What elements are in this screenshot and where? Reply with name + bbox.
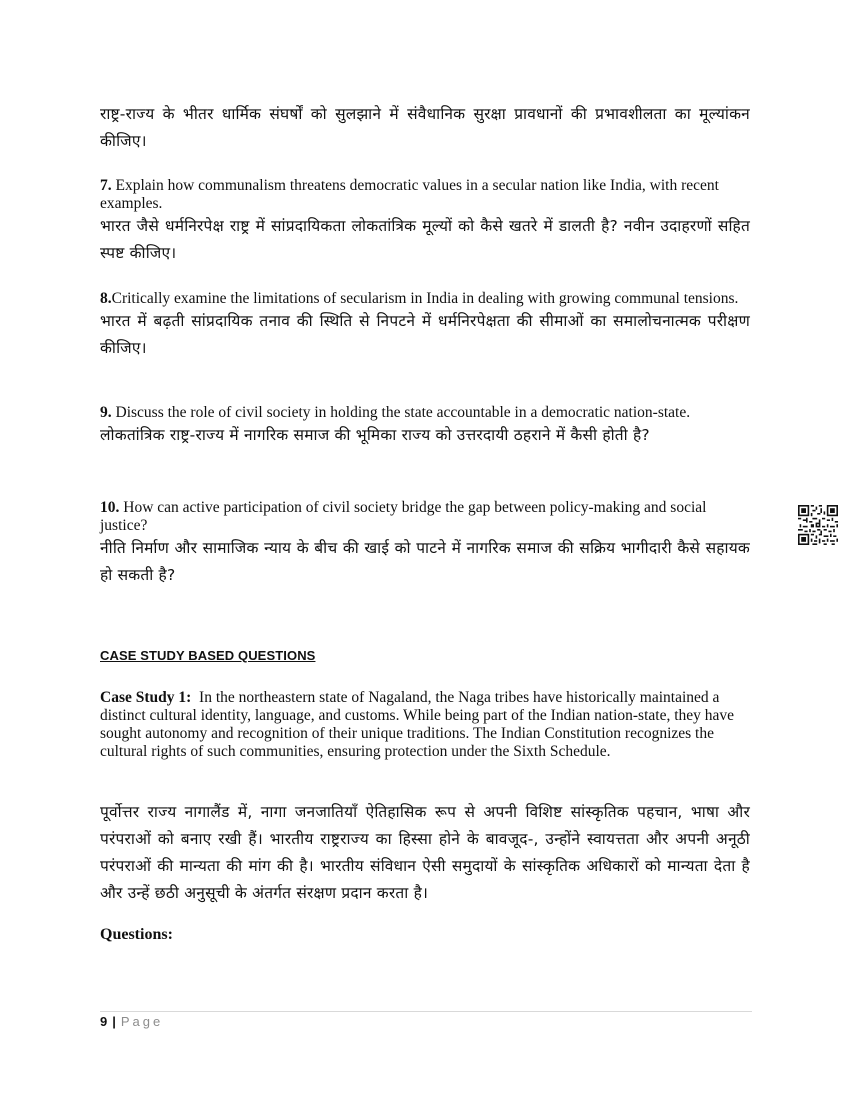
- case-study-english-text: In the northeastern state of Nagaland, the Naga tribes have historically maintained a distinct cultural identity, language, and customs. While being part of the Indian nation-state, they have sought autonomy and recognition of their unique traditions. The Indian Constitution recognizes the cultural rights of such communities, ensuring protection under the Sixth Schedule.: [100, 689, 735, 760]
- questions-label: Questions:: [100, 926, 173, 943]
- question-hindi-text: भारत में बढ़ती सांप्रदायिक तनाव की स्थिति से निपटने में धर्मनिरपेक्षता की सीमाओं का समालोचनात्मक परीक्षण कीजिए।: [100, 312, 750, 357]
- question-english-text: Critically examine the limitations of secularism in India in dealing with growing communal tensions.: [111, 290, 739, 307]
- case-study-hindi-text: पूर्वोत्तर राज्य नागालैंड में, नागा जनजातियाँ ऐतिहासिक रूप से अपनी विशिष्ट सांस्कृतिक पहचान, भाषा और परंपराओं को बनाए रखी हैं। भारतीय राष्ट्रराज्य का हिस्सा होने के बावजूद-, उन्होंने स्वायत्तता और अपनी अनूठी परंपराओं की मान्यता की मांग की है। भारतीय संविधान ऐसी समुदायों के सांस्कृतिक अधिकारों को मान्यता देता है और उन्हें छठी अनुसूची के अंतर्गत संरक्षण प्रदान करता है।: [100, 803, 750, 902]
- case-study-1-hindi: [100, 799, 750, 907]
- intro-hindi-text: राष्ट्र-राज्य के भीतर धार्मिक संघर्षों को सुलझाने में संवैधानिक सुरक्षा प्रावधानों की प्रभावशीलता का मूल्यांकन कीजिए।: [100, 105, 750, 150]
- question-english-text: Explain how communalism threatens democratic values in a secular nation like India, with recent examples.: [100, 177, 719, 212]
- page-number: 9: [100, 1014, 108, 1029]
- case-study-heading: CASE STUDY BASED QUESTIONS: [100, 648, 316, 663]
- question-hindi-text: लोकतांत्रिक राष्ट्र-राज्य में नागरिक समाज की भूमिका राज्य को उत्तरदायी ठहराने में कैसी होती है?: [100, 426, 650, 444]
- intro-question-continuation: [100, 101, 750, 155]
- question-hindi-text: नीति निर्माण और सामाजिक न्याय के बीच की खाई को पाटने में नागरिक समाज की सक्रिय भागीदारी कैसे सहायक हो सकती है?: [100, 539, 750, 584]
- footer-divider: [100, 1011, 752, 1012]
- case-study-1: [100, 689, 750, 761]
- question-8: [100, 290, 750, 362]
- case-study-label: Case Study 1:: [100, 689, 192, 706]
- question-7: [100, 177, 750, 267]
- question-number: 9.: [100, 404, 112, 421]
- question-number: 10.: [100, 499, 120, 516]
- page-footer: [100, 1014, 163, 1029]
- qr-code-icon[interactable]: [798, 505, 838, 545]
- question-english-text: How can active participation of civil society bridge the gap between policy-making and social justice?: [100, 499, 707, 534]
- question-number: 8.: [100, 290, 112, 307]
- question-hindi-text: भारत जैसे धर्मनिरपेक्ष राष्ट्र में सांप्रदायिकता लोकतांत्रिक मूल्यों को कैसे खतरे में डालती है? नवीन उदाहरणों सहित स्पष्ट कीजिए।: [100, 217, 750, 262]
- question-number: 7.: [100, 177, 112, 194]
- question-english-text: Discuss the role of civil society in holding the state accountable in a democratic nation-state.: [115, 404, 691, 421]
- footer-separator: |: [112, 1014, 116, 1029]
- question-10: [100, 499, 750, 589]
- page-label: Page: [120, 1014, 164, 1029]
- question-9: [100, 404, 750, 449]
